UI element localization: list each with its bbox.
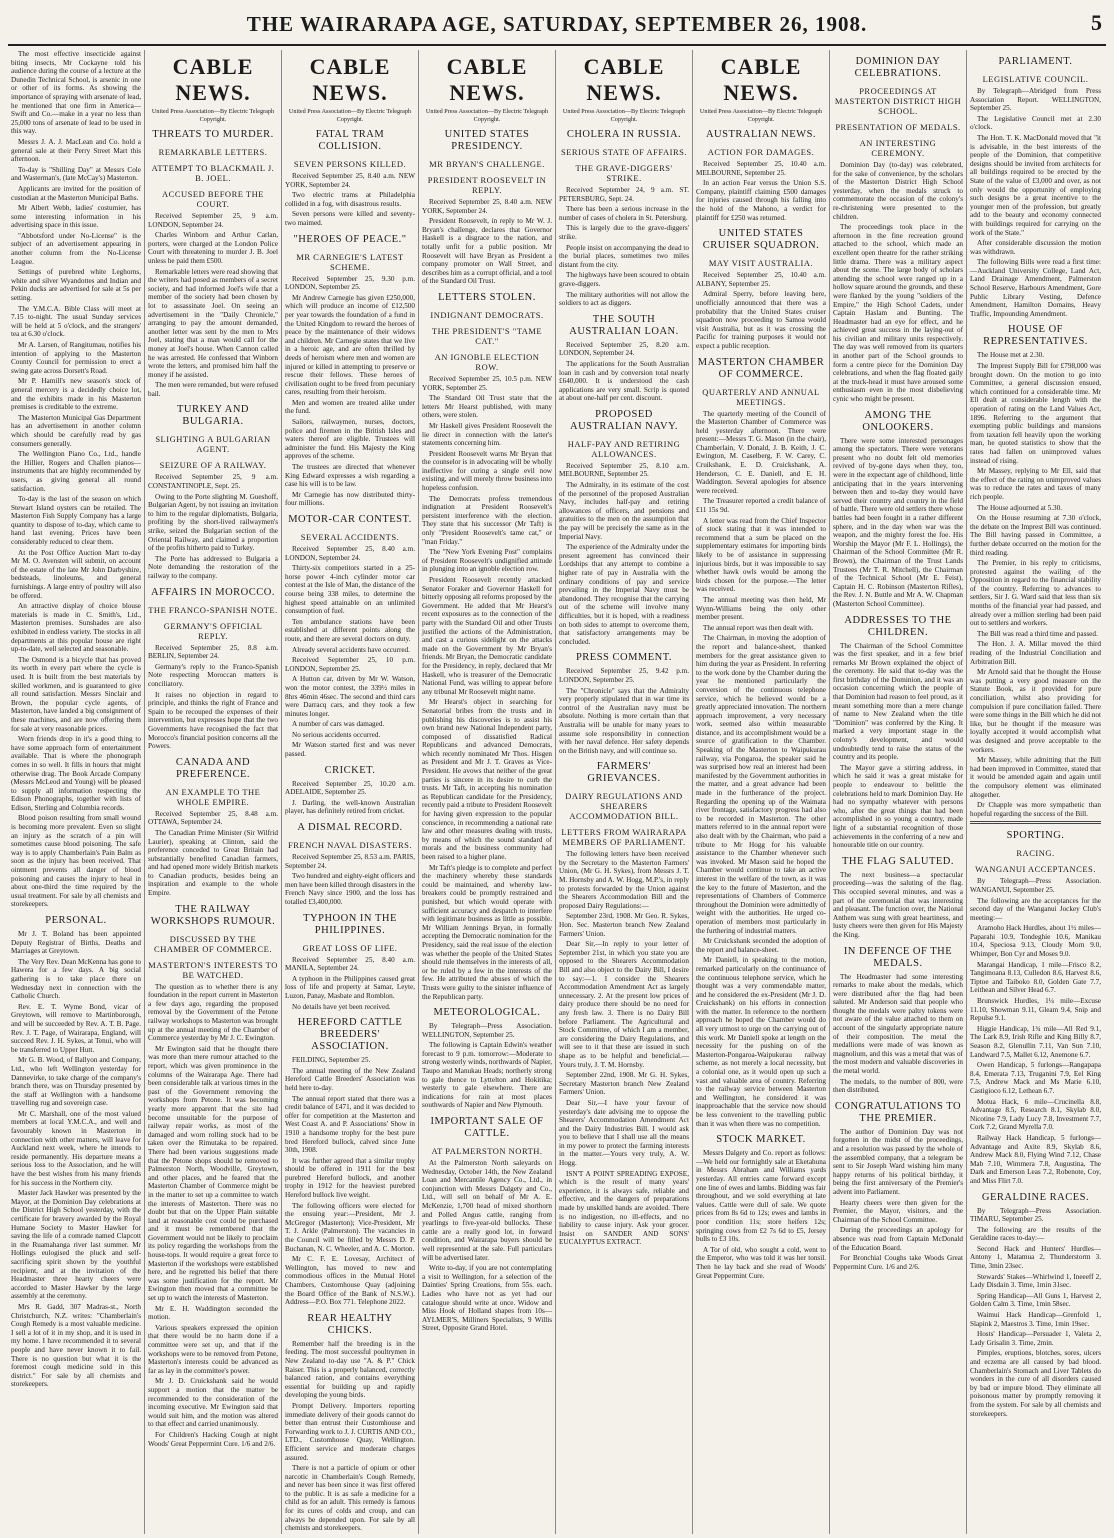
article-headline: STOCK MARKET. — [716, 1134, 806, 1146]
article-subheadline: MASTERTON'S INTERESTS TO BE WATCHED. — [148, 959, 278, 980]
article-paragraph: The most effective insecticide against biting insects, Mr Cockayne told his audience during the course of a lecture at the Dunedin Technical School, is arsenic in one or other of its forms. As showing the importance of spraying with arsenate of lead, he mentioned that one firm in America—Swift and Co.—make in a year no less than 25,000 tons of arsenate of lead to be used in this way. — [11, 50, 141, 136]
copyright-line: United Press Association—By Electric Telegraph Copyright. — [288, 108, 412, 123]
article-paragraph: Motua Hack, 6 mile—Crucinella 8.8, Advantage 8.5, Research 8.1, Skylab 8.0, Nicotine 7.9, Lady Lucy 7.8, Investment 7.7, Cork 7.2, Grand Myrella 7.0. — [970, 1097, 1101, 1132]
article-paragraph: A Tor of old, who sought a cold, went to the Emperor, who was told it was her tonsil. Then he lay back and she read of Woods' Great Peppermint Cure. — [696, 1245, 826, 1280]
article-paragraph: Received September 25, 8.40 a.m. MANILA, September 24. — [285, 955, 415, 973]
article-paragraph: Owing to the Porte slighting M. Gueshoff, Bulgarian Agent, by not issuing an invitation to him to the regular diplomatists, Bulgaria, profiting by the short-lived railwaymen's strike, seized the Bulgarian section of the Oriental Railway, and claimed a proportion of the profits hitherto paid to Turkey. — [148, 492, 278, 553]
columns — [8, 50, 1106, 1534]
article-paragraph: The Chairman of the School Committee was the first speaker, and in a few brief remarks Mr Brown explained the object of the ceremony. He said that to-day was the first birthday of the Dominion, and it was an occasion concerning which the people of that Dominion had reason to feel proud, as it meant something more than a mere change of name to New Zealand when the title "Dominion" was conferred by the King. It marked a very important stage in the colony's development, and would undoubtedly tend to raise the status of the country and its people. — [833, 641, 963, 762]
article-paragraph: ISN'T A POINT SPREADING EXPOSE, which is the result of many years' experience, it is always safe, reliable and effective, and the dangers of preparations made by unskilled hands are avoided. There is no indigestion, no ill-effects, and no liability to cause injury. Ask your grocer. Insist on SANDER AND SONS' EUCALYPTUS EXTRACT. — [559, 1169, 689, 1247]
article-headline: UNITED STATES PRESIDENCY. — [444, 129, 530, 152]
article-headline: UNITED STATES CRUISER SQUADRON. — [702, 228, 820, 252]
article-headline: MASTERTON CHAMBER OF COMMERCE. — [697, 356, 825, 380]
article-paragraph: Spring Handicap—All Guns 1, Harvest 2, Golden Calm 3. Time, 1min 58sec. — [970, 1291, 1101, 1309]
article-paragraph: Mr Daniell, in speaking to the motion, remarked particularly on the continuance of the continuous telephone service, which he thought was a very commendable matter, and he considered the ex-President (Mr J. D. Cruickshank) on his efforts in connection with the matter. In reference to the northern approach he hoped the Chamber would do all very utmost to urge on the carrying out of this work. Mr Daniell spoke at length on the necessity for the pushing on of the Masterton-Pongaroa-Waipukurau railway scheme, as not merely a local necessity, but a colonial one, as it would open up such a vast and valuable area of country. Referring to the railway service between Masterton and Wellington, he considered it was inapproachable that the service now should be less convenient to the travelling public than it was when there was no competition. — [696, 956, 826, 1128]
article-paragraph: The following letters have been received by the Secretary to the Masterton Farmers' Union, (Mr G. H. Sykes), from Messrs J. T. M. Hornsby and A. W. Hogg, M.P.'s, in reply to protests forwarded by the Union against the Shearers Accommodation Bill and the proposed Dairy Regulations:— — [559, 850, 689, 910]
article-paragraph: Mr Cruickshank seconded the adoption of the report and balance-sheet. — [696, 937, 826, 954]
page-number: 5 — [1091, 10, 1102, 35]
article-paragraph: Mr Carnegie has now distributed thirty-four millions. — [285, 490, 415, 508]
article-paragraph: Blood poison resulting from small wound is becoming more prevalent. Even so slight an injury as the scratch of a pin will sometimes cause blood poisoning. The safe way is to apply Chamberlain's Pain Balm as soon as the injury has been received. That ointment prevents all danger of blood poisoning and causes the injury to heal in about one-third the time required by the usual treatment. For sale by all chemists and storekeepers. — [11, 814, 141, 909]
article-paragraph: The Admiralty, in its estimate of the cost of the personnel of the proposed Australian Navy, includes half-pay and retiring allowances of officers, and pensions and gratuities to the men on the assumption that the pay will be precisely the same as in the Imperial Navy. — [559, 481, 689, 541]
article-subheadline: MR BRYAN'S CHALLENGE. — [429, 159, 545, 169]
article-paragraph: Mr Massey, replying to Mr Ell, said that the effect of the rating on unimproved values was to reduce the rates and taxes of many rich people. — [970, 467, 1101, 501]
article-paragraph: For Children's Hacking Cough at night Woods' Great Peppermint Cure. 1/6 and 2/6. — [148, 1430, 278, 1448]
article-headline: THE SOUTH AUSTRALIAN LOAN. — [569, 313, 679, 337]
article-paragraph: The following are the results of the Geraldine races to-day:— — [970, 1225, 1101, 1243]
article-paragraph: Received September 25, 9 a.m. LONDON, September 24. — [148, 212, 278, 229]
article-paragraph: President Roosevelt recently attacked Senator Foraker and Governor Haskell for bitterly opposing all reforms proposed by the Government. He added that Mr Hearst's recent exposures as to the connection of the party with the Standard Oil and other Trusts justified the actions of the Administration, and cast a curious sidelight on the attacks made on the Government by Mr Bryan's friends. Mr Bryan, the Democratic candidate for the Presidency, in reply, declared that Mr Haskell, who is treasurer of the Democratic National Fund, was willing to appear before any tribunal Mr Roosevelt might name. — [422, 576, 552, 696]
section-masthead: CABLE NEWS. — [583, 54, 665, 105]
article-paragraph: The next business—a spectacular proceeding—was the saluting of the flag. This occupied several minutes, and was a part of the ceremonial that was interesting and pleasant. The function over, the National Anthem was sung with great heartiness, and lusty cheers were then given for His Majesty the King. — [833, 870, 963, 939]
article-paragraph: Received September 24, 9 a.m. ST. PETERSBURG, Sept. 24. — [559, 186, 689, 203]
article-paragraph: Men and women are treated alike under the fund. — [285, 398, 415, 416]
copyright-line: United Press Association—By Electric Telegraph Copyright. — [562, 108, 686, 123]
article-paragraph: To-day is the last of the season on which Stewart Island oysters can be retailed. The Masterton Fish Supply Company has a large quantity to dispose of to-day, which came to hand last evening. Prices have been considerably reduced to clear them. — [11, 495, 141, 547]
article-paragraph: Mr Albert Webb, ladies' costumier, has some interesting information in his advertising space in this issue. — [11, 204, 141, 230]
article-subheadline: AN IGNOBLE ELECTION ROW. — [434, 351, 540, 372]
article-paragraph: Received September 25, 8.40 a.m. NEW YORK, September 24. — [285, 172, 415, 189]
article-paragraph: Waimui Hack Handicap—Grenfold 1, Slapink 2, Maestros 3. Time, 1min 19sec. — [970, 1311, 1101, 1328]
article-headline: TYPHOON IN THE PHILIPPINES. — [303, 912, 397, 936]
article-paragraph: Germany's reply to the Franco-Spanish Note respecting Moroccan matters is conciliatory. — [148, 662, 278, 688]
article-paragraph: The Canadian Prime Minister (Sir Wilfrid Laurier), speaking at Clinton, said the preference conceded to Great Britain had substantially benefited Canadian farmers, and had opened more widely British markets to Canadian products, besides being an inspiration and example to the whole Empire. — [148, 828, 278, 898]
article-paragraph: Received September 25, 8.48 a.m. OTTAWA, September 24. — [148, 809, 278, 827]
article-paragraph: President Roosevelt, in reply to Mr W. J. Bryan's challenge, declares that Governor Haskell is a disgrace to the nation, and totally unfit for a public position. Mr Roosevelt will have Bryan as President a company promoter on Wall Street, and describes him as a corrupt official, and a tool of the Standard Oil Trust. — [422, 217, 552, 286]
article-paragraph: Received September 25, 9.30 p.m. LONDON, September 25. — [285, 274, 415, 292]
article-paragraph: There is not a particle of opium or other narcotic in Chamberlain's Cough Remedy, and never has been since it was first offered to the public. It is as safe a medicine for a child as for an adult. This remedy is famous for its cures of colds and croup, and can always be depended upon. For sale by all chemists and storekeepers. — [285, 1464, 415, 1533]
article-subheadline: MAY VISIT AUSTRALIA. — [708, 258, 814, 269]
section-masthead: CABLE NEWS. — [720, 54, 802, 105]
article-paragraph: Received September 25, 10.40 a.m. ALBANY, September 25. — [696, 271, 826, 288]
article-subheadline: RACING. — [1016, 848, 1055, 859]
article-paragraph: The Imprest Supply Bill for £798,000 was brought down. On the motion to go into Committee, a general discussion ensued, which continued for a considerable time. Mr Ell dealt at considerable length with the operation of rating on the Land Values Act, 1896. Referring to the argument that exempting public buildings and mansions from taxation fell heavily upon the working man, he quoted statistics to show that the rates had fallen on unimproved values instead of rising. — [970, 362, 1101, 465]
article-paragraph: Mr Haskell gives President Roosevelt the lie direct in connection with the latter's statements concerning him. — [422, 421, 552, 448]
copyright-line: United Press Association—By Electric Telegraph Copyright. — [151, 108, 275, 123]
article-paragraph: Mr Arnold said that he thought the House was putting a very good measure on the Statute Book, as it provided for pure conciliation, whilst also providing for compulsion if pure conciliation failed. There were some things in the Bill which he did not like, but he thought if the measure was loyally accepted it would accomplish what was designed and prove acceptable to the workers. — [970, 668, 1101, 754]
article-paragraph: Seven persons were killed and seventy-two maimed. — [285, 210, 415, 227]
column — [145, 50, 282, 1534]
article-subheadline: FRENCH NAVAL DISASTERS. — [288, 840, 412, 851]
section-masthead: CABLE NEWS. — [172, 54, 254, 105]
article-headline: THREATS TO MURDER. — [152, 129, 274, 140]
article-paragraph: Mr Hearst's object in searching for Senatorial bribes from the trusts and in publishing his discoveries is to assist his own brand new National Independent party, composed of dissatisfied Radical Republicans and advanced Democrats, which recently nominated Mr Thos. Hisgen as President and Mr J. T. Graves as Vice-President. He avows that neither of the great parties is sincere in its desire to curb the trusts. Mr Taft, in accepting his nomination as Republican candidate for the Presidency, recently paid a tribute to President Roosevelt for having given expression to the popular conscience, in recommending a national rate law and other measures dealing with trusts, by means of which the sound standard of morals and the business community had been raised to a higher plane. — [422, 698, 552, 861]
article-paragraph: For Bronchial Coughs take Woods Great Peppermint Cure. 1/6 and 2/6. — [833, 1254, 963, 1271]
article-paragraph: By Telegraph—Press Association. WANGANUI, September 25. — [970, 877, 1101, 894]
article-paragraph: A typhoon in the Philippines caused great loss of life and property at Samar, Leyte, Luzon, Panay, Masbate and Romblon. — [285, 974, 415, 1000]
article-paragraph: Hearty cheers were then given for the Premier, the Mayor, visitors, and the Chairman of the School Committee. — [833, 1198, 963, 1224]
article-paragraph: The experience of the Admiralty under the present agreement has convinced their Lordships that any attempt to combine a higher rate of pay in Australia with the ordinary conditions of pay and service prevailing in the Imperial Navy must be abandoned. They recognise that the carrying out of the scheme will involve many difficulties, but it is hoped, with a readiness on both sides to attempt to overcome them, that satisfactory arrangements may be concluded. — [559, 543, 689, 646]
article-subheadline: GERMANY'S OFFICIAL REPLY. — [163, 620, 263, 641]
article-subheadline: AT PALMERSTON NORTH. — [431, 1146, 543, 1157]
article-subheadline: AN INTERESTING CEREMONY. — [859, 138, 937, 158]
article-headline: GERALDINE RACES. — [981, 1191, 1090, 1203]
column — [556, 50, 693, 1534]
article-subheadline: AN EXAMPLE TO THE WHOLE EMPIRE. — [165, 786, 261, 807]
article-paragraph: During the proceedings an apology for absence was read from Captain McDonald of the Education Board. — [833, 1226, 963, 1252]
article-subheadline: HALF-PAY AND RETIRING ALLOWANCES. — [567, 438, 681, 459]
article-paragraph: Mr E. H. Waddington seconded the motion. — [148, 1304, 278, 1322]
article-paragraph: The Mayor gave a stirring address, in which he said it was a great mistake for people to endeavour to belittle the celebrations held to mark Dominion Day. He had no sympathy whatever with persons who, after the great things that had been accomplished in so young a country, made light of a substantial recognition of those achievements in the conferring of a new and honourable title on our country. — [833, 763, 963, 850]
article-paragraph: An attractive display of choice blouse materials is made in C. Smith's, Ltd., Masterton premises. Sunshades are also exhibited in endless variety. The stocks in all departments at this popular house are right up-to-date, well selected and seasonable. — [11, 602, 141, 654]
article-paragraph: People insist on accompanying the dead to the burial places, sometimes two miles distant from the city. — [559, 243, 689, 269]
article-paragraph: Dear Sir,—I have your favour of yesterday's date advising me to oppose the Shearers' Accommodation Amendment Act and the Dairy Industries Bill. I would ask you to believe that I shall use all the means in my power to protect the farming interests in the matter.—Yours very truly, A. W. Hogg. — [559, 1098, 689, 1168]
article-headline: AMONG THE ONLOOKERS. — [862, 409, 934, 433]
article-paragraph: The Bill was read a third time and passed. — [977, 629, 1098, 638]
article-paragraph: Mrs R. Gadd, 307 Madras-st., North Christchurch, N.Z. writes: "Chamberlain's Cough Remedy is a most valuable medicine. I sell a lot of it in my shop, and it is used in my home. I have recommended it to several people and have never known it to fail. There is no question but what it is the foremost cough medicine sold in this district." For sale by all chemists and storekeepers. — [11, 1302, 141, 1389]
article-headline: LETTERS STOLEN. — [438, 291, 536, 303]
article-paragraph: The Legislative Council met at 2.30 o'clock. — [970, 114, 1101, 132]
article-paragraph: The following Bills were read a first time:—Auckland University College, Land Act, Land Drainage Amendment, Palmerston School Reserve, Harbours Amendment, Gore Public Library Vesting, Defence Amendment, Hamilton Domains, Heavy Traffic, Impounding Amendment. — [970, 258, 1101, 318]
article-paragraph: The author of Dominion Day was not forgotten in the midst of the proceedings, and a resolution was passed by the whole of the assembled company, that a telegram be sent to Sir Joseph Ward wishing him many happy returns of his political birthday, it being the first anniversary of the Premier's advent into Parliament. — [833, 1127, 963, 1196]
article-subheadline: REMARKABLE LETTERS. — [158, 147, 268, 157]
article-paragraph: Mr Taft's pledge is to complete and perfect the machinery whereby these standards could be maintained, and whereby law-breakers could be promptly restrained and punished, but which would operate with sufficient accuracy and despatch to interfere with legitimate business as little as possible. Mr William Jennings Bryan, in formally accepting the Democratic nomination for the Presidency, said the real issue of the election was whether the people of the United States should rule themselves in the interests of all, or be ruled by a few in the interests of the few. He attributed the abuses of which the Trusts were guilty to the sinister influence of the Republican party. — [422, 863, 553, 1001]
article-headline: REAR HEALTHY CHICKS. — [307, 1312, 393, 1336]
article-subheadline: THE FRANCO-SPANISH NOTE. — [148, 604, 278, 615]
newspaper-title: THE WAIRARAPA AGE, SATURDAY, SEPTEMBER 26, 1908. — [246, 12, 868, 36]
article-paragraph: Messrs J. A. J. MacLean and Co. hold a general sale at their Perry Street Mart this afternoon. — [11, 137, 141, 164]
copyright-line: United Press Association—By Electric Telegraph Copyright. — [425, 108, 549, 123]
article-headline: METEOROLOGICAL. — [433, 1007, 541, 1019]
article-headline: DOMINION DAY CELEBRATIONS. — [854, 56, 942, 79]
article-paragraph: Prompt Delivery. Importers reporting immediate delivery of their goods cannot do better than entrust their Customhouse and Forwarding work to J. J. CURTIS AND CO., LTD., Customhouse Quay, Wellington. Efficient service and moderate charges assured. — [285, 1401, 415, 1462]
article-paragraph: Received September 25, 10.40 a.m. MELBOURNE, September 25. — [696, 160, 826, 177]
article-paragraph: Master Jack Hawker was presented by the Mayor, at the Dominion Day celebrations at the District High School yesterday, with the certificate for bravery awarded by the Royal Humane Society to Master Hawker for saving the life of a comrade named Clapcott in the Ruamahanga river last summer. Mr Hollings eulogised the pluck and self-sacrificing spirit shown by the youthful recipient, and at the invitation of the Headmaster three hearty cheers were accorded to Master Hawker by the large assembly at the ceremony. — [11, 1189, 141, 1301]
article-headline: HEREFORD CATTLE BREEDERS' ASSOCIATION. — [297, 1017, 403, 1053]
article-paragraph: "Abbotsford under No-License" is the subject of an advertisement appearing in another column from the No-License League. — [11, 231, 141, 266]
article-subheadline: SERIOUS STATE OF AFFAIRS. — [561, 147, 687, 157]
article-paragraph: Received September 25, 8.10 a.m. MELBOURNE, September 25. — [559, 461, 689, 479]
article-paragraph: The applications for the South Australian loan in cash and by conversion total nearly £640,000. It is understood the cash applications are very small. Scrip is quoted at about one-half per cent. discount. — [559, 359, 689, 403]
article-paragraph: The trustees are directed that whenever King Edward expresses a wish regarding a case his will is to be law. — [285, 463, 415, 489]
article-paragraph: Received September 25, 9 a.m. CONSTANTINOPLE, Sept. 25. — [148, 473, 278, 491]
article-paragraph: The medals, to the number of 800, were then distributed. — [833, 1077, 963, 1095]
article-paragraph: Received September 25, 10.5 p.m. NEW YORK, September 25. — [422, 374, 552, 392]
article-headline: CRICKET. — [324, 764, 376, 776]
section-masthead: CABLE NEWS. — [446, 54, 528, 105]
article-paragraph: Dr Chapple was more sympathetic than hopeful regarding the success of the Bill. — [970, 801, 1101, 818]
column — [8, 50, 145, 1534]
article-subheadline: ATTEMPT TO BLACKMAIL J. B. JOEL. — [151, 163, 275, 183]
article-headline: FARMERS' GRIEVANCES. — [587, 761, 661, 785]
section-divider — [970, 821, 1101, 824]
article-paragraph: The Premier, in his reply to criticisms, protested against the wailing of the Opposition in regard to the financial stability of the country. Referring to advances to settlers, Sir J. G. Ward said that less than six months of the financial year had passed, and already over a million sterling had been paid out to settlers and workers. — [970, 559, 1101, 628]
section-masthead: CABLE NEWS. — [309, 54, 391, 105]
article-paragraph: The Democrats profess tremendous indignation at President Roosevelt's persistent interference with the election. They state that his successor (Mr Taft) is only "President Roosevelt's tame cat," or "man Friday." — [422, 494, 552, 546]
article-paragraph: The Standard Oil Trust state that the letters Mr Hearst published, with many others, were stolen. — [422, 394, 552, 420]
article-paragraph: In an action Fear versus the Union S.S. Company, plaintiff claiming £500 damages for injuries caused through his falling into the hold of the Mahono, a verdict for plaintiff for £250 was returned. — [696, 179, 826, 222]
article-paragraph: Write to-day, if you are not contemplating a visit to Wellington, for a selection of the Dainties' Spring Creations, from 55s. each. Ladies who have not as yet had our catalogue should write at once. Widow and Miss Hook of Holland shapes from 10s—AYLMER'S, Milliners Specialists, 9 Willis Street, Opposite Grand Hotel. — [422, 1264, 552, 1333]
article-paragraph: To-day is "Shilling Day" at Messrs Cole and Wasterman's, (late McCay's) Masterton. — [11, 165, 141, 183]
article-paragraph: Mr Watson started first and was never passed. — [285, 741, 415, 759]
article-headline: PROPOSED AUSTRALIAN NAVY. — [570, 408, 678, 432]
article-paragraph: The highways have been scoured to obtain grave-diggers. — [559, 271, 689, 288]
masthead — [8, 6, 1106, 46]
article-headline: PRESS COMMENT. — [575, 652, 673, 664]
article-headline: AUSTRALIAN NEWS. — [705, 129, 817, 140]
article-headline: SPORTING. — [1006, 830, 1065, 842]
article-paragraph: Second Hack and Hunters' Hurdles—Antony 1, Matamua 2, Thunderstorm 3. Time, 3min 23sec. — [970, 1244, 1101, 1271]
article-headline: AFFAIRS IN MOROCCO. — [151, 586, 275, 598]
article-subheadline: DISCUSSED BY THE CHAMBER OF COMMERCE. — [154, 933, 272, 954]
article-paragraph: After considerable discussion the motion was withdrawn. — [970, 239, 1101, 256]
article-subheadline: INDIGNANT DEMOCRATS. — [430, 309, 544, 320]
article-paragraph: The Treasurer reported a credit balance of £11 15s 9d. — [696, 497, 826, 515]
article-paragraph: A Hutton car, driven by Mr W. Watson, won the motor contest, the 339½ miles in 8hrs 46min 46sec. The second and third cars were Darracq cars, and they took a few minutes longer. — [285, 675, 415, 718]
article-headline: FATAL TRAM COLLISION. — [315, 129, 385, 152]
article-subheadline: SLIGHTING A BULGARIAN AGENT. — [155, 434, 271, 455]
article-paragraph: This is largely due to the grave-diggers' strike. — [559, 224, 689, 241]
article-paragraph: The Very Rev. Dean McKenna has gone to Hawera for a few days. A big social gathering is to take place there on Wednesday next in connection with the Catholic Church. — [11, 957, 141, 1001]
article-paragraph: Already several accidents have occurred. — [292, 645, 410, 654]
article-headline: PERSONAL. — [45, 915, 107, 926]
article-paragraph: Admiral Sperry, before leaving here, unofficially announced that there was a probability that the United States cruiser squadron now proceeding to Samoa would visit Australia, but as it was crossing the Pacific for training purposes it would not expect a public reception. — [696, 290, 826, 350]
article-paragraph: Aramoho Hack Hurdles, about 1½ miles—Paparahi 10.9, Tondeghie 10.6, Manikau 10.4, Speciosa 9.13, Cloudy Morn 9.0, Whimper, Bon Cyr and Moses 9.0. — [970, 924, 1101, 959]
article-headline: CONGRATULATIONS TO THE PREMIER. — [834, 1100, 962, 1124]
article-paragraph: Mr P. Hamill's new season's stock of general mercery is a decidedly choice lot, and the exhibits made in his Masterton premises is creditable to the extreme. — [11, 377, 141, 412]
article-paragraph: By Telegraph—Press Association. TIMARU, September 25. — [970, 1206, 1101, 1224]
article-paragraph: Worn friends drop in it's a good thing to have some approach form of entertainment available. That is where the phonograph comes in so well. It fills in hours that might otherwise drag. The Book Arcade Company (Messrs McLeod and Young) will be pleased to supply all information respecting the Edison Phonographs, together with lists of Edison, Sterling and Columbia records. — [11, 735, 141, 812]
article-headline: A DISMAL RECORD. — [297, 822, 403, 834]
article-paragraph: Pimples, eruptions, blotches, sores, ulcers and eczema are all caused by bad blood. Chamberlain's Stomach and Liver Tablets do wonders in the cure of all disorders caused by bad or impure blood. They eliminate all poisonous matter by promptly removing it from the system. For sale by all chemists and storekeepers. — [970, 1349, 1101, 1418]
article-paragraph: Mr G. B. Wood, of Ballyon and Company, Ltd., who left Wellington yesterday for Dannevirke, to take charge of the company's branch there, was on Thursday presented by the staff at Wellington with a handsome travelling rug and sovereign case. — [11, 1056, 141, 1108]
article-subheadline: LEGISLATIVE COUNCIL. — [982, 74, 1089, 84]
article-paragraph: It raises no objection in regard to principle, and thinks the right of France and Spain to be recouped the expenses of their intervention, but expresses hope that the two Governments have recognised the fact that Morocco's financial position concerns all the Powers. — [148, 690, 278, 751]
article-paragraph: Received September 25, 8.40 a.m. LONDON, September 24. — [285, 545, 415, 562]
article-subheadline: THE PRESIDENT'S "TAME CAT." — [431, 325, 543, 346]
article-paragraph: Railway Hack Handicap, 5 furlongs—Advantage and Axite 8.9, Skylab 8.6, Andrew Mack 8.0, Flying Wind 7.12, Chase Mab 7.10, Wimmera 7.8, Augustina, The Dark and Emerson Leas 7.2, Robenote, Coy, and Miss Flirt 7.0. — [970, 1133, 1101, 1185]
article-paragraph: Remarkable letters were read showing that the writers had posed as members of a secret society, and had informed Joel's wife that a member of the society had been chosen by lot to assassinate Joel. On seeing an advertisement in the "Daily Chronicle," arranging to pay the amount demanded, another letter was sent by the men to Mrs Joel, stating that a man would call for the money at Joel's house. When Cannon called he was arrested. He confessed that Winborn wrote the letters, and promised him half the money if he assisted. — [148, 267, 278, 379]
article-headline: CHOLERA IN RUSSIA. — [566, 129, 682, 140]
article-paragraph: Mr C. F. E. Lovesay, Architect of Wellington, has moved to new and commodious offices in the Mutual Hotel Chambers, Customhouse Quay (adjoining the Board Office of the Bank of N.S.W.). Address—P.O. Box 771. Telephone 2022. — [285, 1255, 415, 1307]
copyright-line: United Press Association—By Electric Telegraph Copyright. — [699, 108, 823, 123]
article-paragraph: Received September 25, 8.40 a.m. NEW YORK, September 24. — [422, 198, 552, 215]
article-paragraph: September 23rd, 1908. Mr Geo. R. Sykes, Hon. Sec. Masterton branch New Zealand Farmers' Union. — [559, 912, 689, 938]
article-subheadline: PROCEEDINGS AT MASTERTON DISTRICT HIGH SCHOOL. — [834, 86, 962, 116]
article-headline: THE RAILWAY WORKSHOPS RUMOUR. — [150, 903, 276, 927]
article-paragraph: Various speakers expressed the opinion that there would be no harm done if a committee were set up, and that if the workshops were to be removed from Petone, Masterton's interests could be advanced as far as lay in the committee's power. — [148, 1323, 278, 1375]
article-subheadline: GREAT LOSS OF LIFE. — [302, 942, 398, 953]
article-subheadline: LETTERS FROM WAIRARAPA MEMBERS OF PARLIAMENT. — [561, 827, 687, 848]
article-paragraph: Mr C. Marshall, one of the most valued members at local Y.M.C.A., and well and favourably known in Masterton in connection with other matters, will leave for Auckland next week, where he intends to reside permanently. His departure means a serious loss to the Association, and he will have the best wishes from his many friends for his success in the Northern city. — [11, 1109, 141, 1187]
article-paragraph: Sailors, railwaymen, nurses, doctors, police and firemen in the British Isles and waters thereof are eligible. Trustees will administer the fund. His Majesty the King approves of the scheme. — [285, 418, 415, 461]
article-paragraph: Charles Winborn and Arthur Carlan, porters, were charged at the London Police Court with threatening to murder J. B. Joel unless he paid them £500. — [148, 231, 278, 265]
article-headline: ADDRESSES TO THE CHILDREN. — [844, 614, 952, 638]
article-paragraph: The annual report was then dealt with. — [703, 623, 814, 632]
article-headline: TURKEY AND BULGARIA. — [177, 404, 249, 428]
article-headline: IN DEFENCE OF THE MEDALS. — [843, 945, 953, 969]
article-paragraph: Two hundred and eighty-eight officers and men have been killed through disasters in the French Navy since 1900, and the loss has totalled £3,400,000. — [285, 872, 415, 906]
article-headline: MOTOR-CAR CONTEST. — [288, 514, 412, 525]
article-headline: IMPORTANT SALE OF CATTLE. — [430, 1116, 544, 1140]
article-paragraph: No serious accidents occurred. — [292, 730, 381, 739]
article-headline: THE FLAG SALUTED. — [841, 855, 955, 867]
article-paragraph: On the House resuming at 7.30 o'clock, the debate on the Imprest Bill was continued. The Bill having passed in Committee, a further debate occurred on the motion for the third reading. — [970, 514, 1101, 557]
article-paragraph: Mr J. D. Cruickshank said he would support a motion that the matter be recommended to the consideration of the incoming executive. Mr Ewington said that would suit him, and the motion was altered to that effect and carried unanimously. — [148, 1377, 278, 1429]
article-paragraph: The Headmaster had some interesting remarks to make about the medals, which were distributed after the flag had been saluted. Mr Anderson said that people who thought the medals were paltry tokens were not aware of the value attached to them on account of the singularly appropriate nature of their composition. The metal the medallions were made of was known as magnolium, and this was a metal that was of the most modern and valuable discoveries in the metal world. — [833, 972, 963, 1076]
article-paragraph: The "Chronicle" says that the Admiralty very properly stipulated that in war time its control of the Australian navy must be absolute. Nothing is more certain than that Australia will be unable for many years to assume sole responsibility in connection with her naval defence. Her safety depends on the British navy, and will continue so. — [559, 686, 689, 755]
article-subheadline: ACCUSED BEFORE THE COURT. — [162, 189, 264, 209]
article-paragraph: Marangai Handicap, 1 mile—Frisco 8.2, Tangimoana 8.13, Culledon 8.6, Harvest 8.6, Tiptoe and Taiboko 8.0, Golden Gate 7.7, Leithean and Silver Head 6.7. — [970, 960, 1101, 995]
article-paragraph: A letter was read from the Chief Inspector of stock stating that it was intended to recommend that a sum be placed on the supplementary estimates for importing birds likely to be of assistance in suppressing injurious birds, but it was impossible to say whether hawk owls would be among the birds chosen for the purpose.—The letter was received. — [696, 516, 826, 594]
article-subheadline: SEVERAL ACCIDENTS. — [300, 532, 400, 542]
article-paragraph: By Telegraph—Press Association. WELLINGTON, September 25. — [422, 1022, 552, 1039]
article-paragraph: Mr Massey, while admitting that the Bill had been improved in Committee, stated that it would be amended again and again until the compulsory element was eliminated altogether. — [970, 756, 1101, 799]
article-paragraph: The Wellington Piano Co., Ltd., handle the Hillier, Rogers and Challen pianos—instruments that are highly recommended by users, as giving general all round satisfaction. — [11, 450, 141, 493]
article-paragraph: The Chairman, in moving the adoption of the report and balance-sheet, thanked members for the great assistance given to him during the year as President. In referring to the work done by the Chamber during the year he mentioned particularly the conversion of the continuous telephone service, which he believed would be a greatly appreciated innovation. The northern approach improvement, a very necessary work, seemed also within measurable distance, and its accomplishment would be a source of gratification to the Chamber. Speaking of the Masterton to Waipukurau railway, via Pongaroa, the speaker said he was surprised how real an interest had been manifested by the Government authorities in the matter, and a great advance had been made in the furtherance of the project. Regarding the opening up of the Waimata river frontage, satisfactory progress had also to be recorded in Masterton. The other matters referred to in the annual report were also dealt with by the Chairman, who paid a tribute to Mr Hogg for his valuable assistance to the Chamber whenever such was invoked. Mr Mason said he hoped the Chamber would continue to take an active interest in the welfare of the town, as it was the key to the future of Masterton, and the representations of Chambers of Commerce throughout the Dominion were admittedly of weight with the authorities. He urged co-operation of members most particularly in the furthering of industrial matters. — [696, 634, 826, 935]
article-paragraph: Received September 25, 8.53 a.m. PARIS, September 24. — [285, 853, 415, 870]
article-paragraph: Hosts' Handicap—Persuader 1, Valeta 2, Lady Grisalin 3. Time, 2min. — [970, 1330, 1101, 1347]
article-paragraph: The House adjourned at 5.30. — [977, 503, 1063, 512]
article-paragraph: Mr Ewington said that he thought there was more than mere rumour attached to the report, which was given prominence in the columns of the Wairarapa Age. There had been considerable talk at various times in the past of the Government removing the workshops from Petone. It was becoming yearly more apparent that the site had become unsuitable for the purpose of railway repair works, as most of the damaged and worn rolling stock had to be taken over the Rimutaka to be repaired. There had been various suggestions made that the Petone shops should be removed to Palmerston North, Woodville, Greytown, and other places, and he feared that the Masterton Chamber of Commerce might be in the matter to set up a committee to watch the interests of Masterton. There was no doubt but that on the Upper Plain suitable land at reasonable cost could be purchased and it must be remembered that the Government would not be likely to proclaim its policy regarding the workshops from the house-tops. It would require a great force to Masterton if the workshops were established here, and he regretted his belief that there was some justification for the report. Mr Ewington then moved that a committee be set up to watch the interests of Masterton. — [148, 1044, 278, 1303]
article-paragraph: There were some interested personages among the spectators. There were veterans present who no doubt felt old memories revived of by-gone days when they, too, were in the expectant age of childhood, little anticipating that in the years intervening between then and to-day they would have served their country and country in the field of battle. There were old settlers there whose battles had been fought in a rather different sphere, and in the day when war was the weapon, and the mighty forest the foe. His Worship the Mayor (Mr F. L. Hollings), the Chairman of the School Committee (Mr R. Brown), the Chairman of the Trust Lands Trustees (Mr T. R. Mitchell), the Chairman of the Technical School (Mr E. Feist), Captain H. C. Robinson (Masterton Rifles), the Rev. J. N. Buttle and Mr A. W. Chapman (Masterton School Committee). — [833, 436, 963, 608]
article-paragraph: Stewards' Stakes—Whirlwind 1, Ineeeff 2, Lady Disdain 3. Time, 1min 31sec. — [970, 1272, 1101, 1290]
article-paragraph: FEILDING, September 25. — [292, 1056, 371, 1065]
article-paragraph: The annual report stated that there was a credit balance of £471, and it was decided to offer for competition at the Masterton and West Coast A. and P. Associations' Show in 1910 a handsome trophy for the best pure bred Hereford bullock, calved since June 30th, 1908. — [285, 1094, 415, 1155]
article-paragraph: Two electric trams at Philadelphia collided in a fog, with disastrous results. — [285, 191, 415, 208]
article-paragraph: The following officers were elected for the ensuing year:—President, Mr J. McGregor (Masterton); Vice-President, Mr T. J. Arkle (Palmerston). The vacancies in the Council will be filled by Messrs D. P. Buchanan, N. C. Wheeler, and A. C. Morton. — [285, 1201, 415, 1253]
article-subheadline: SEVEN PERSONS KILLED. — [293, 159, 407, 169]
article-paragraph: Received September 25, 9.42 p.m. LONDON, September 25. — [559, 667, 689, 684]
article-paragraph: Dear Sir,—In reply to your letter of September 21st, in which you state you are opposed to the Shearers Accommodation Bill and also object to the Dairy Bill, I desire to say:—1. I consider the Shearers Accommodation Amendment Act as largely unnecessary. 2. At the present low prices of dairy produce there should be no need for any fresh law. 3. There is no Dairy Bill before Parliament. The Agricultural and Stock Committee, of which I am a member, are considering the Dairy Regulations, and will see to it that these are issued in such shape as to be helpful and beneficial.—Yours truly, J. T. M. Hornsby. — [559, 940, 689, 1069]
article-paragraph: Ten ambulance stations have been established at different points along the route, and there are several doctors on duty. — [285, 617, 415, 643]
article-paragraph: Settings of purebred white Leghorns, white and silver Wyandottes and Indian and Pekin ducks are advertised for sale at 5s per setting. — [11, 268, 141, 303]
article-paragraph: The military authorities will not allow the soldiers to act as diggers. — [559, 290, 689, 308]
article-paragraph: There has been a serious increase in the number of cases of cholera in St. Petersburg. — [559, 205, 689, 222]
article-paragraph: Rev. E. T. Wyme Bond, vicar of Greytown, will remove to Martinborough, and will be succeeded by Rev. A. T. B. Page. Rev. J. T. Page, of Wairarapa, England, will succeed Rev. J. H. Sykes, at Tenui, who will be transferred to Upper Hutt. — [11, 1002, 141, 1054]
article-subheadline: QUARTERLY AND ANNUAL MEETINGS. — [702, 386, 820, 407]
article-paragraph: September 22nd, 1908. Mr G. H. Sykes, Secretary Masterton branch New Zealand Farmers' Union. — [559, 1071, 689, 1097]
article-paragraph: J. Darling, the well-known Australian player, has definitely retired from cricket. — [285, 798, 415, 816]
article-paragraph: Brunswick Hurdles, 1¼ mile—Excuse 11.10, Showman 9.11, Gleam 9.4, Snip and Repulse 9.1. — [970, 997, 1101, 1023]
article-paragraph: Received September 25, 8.20 a.m. LONDON, September 24. — [559, 340, 689, 358]
article-paragraph: The question as to whether there is any foundation in the report current in Masterton a few days ago, regarding the proposed removal by the Government of the Petone railway workshops to Masterton was brought up at the annual meeting of the Chamber of Commerce yesterday by Mr J. C. Ewington. — [148, 982, 278, 1043]
article-paragraph: A number of cars was damaged. — [292, 720, 385, 729]
article-paragraph: At the Post Office Auction Mart to-day Mr M. O. Avensten will submit, on account of the estate of the late Mr John Darbyshire, bedsteads, linoleums, and general furnishings. A large entry of poultry will also be offered. — [11, 548, 141, 600]
article-subheadline: PRESIDENT ROOSEVELT IN REPLY. — [427, 175, 547, 195]
article-paragraph: At the Palmerston North saleyards on Wednesday, October 14th, the New Zealand Loan and Mercantile Agency Co., Ltd., in conjunction with Messrs Dalgety and Co., Ltd., will sell on behalf of Mr A. E. McKenzie, 1,700 head of mixed shorthorn and Polled Angus cattle, ranging from yearlings to five-year-old bullocks. These cattle are a really good lot, in forward condition, and Wairarapa buyers should be well represented at the sale. Full particulars will be advertised later. — [422, 1159, 552, 1262]
article-paragraph: The annual meeting was then held, Mr Wynn-Williams being the only other member present. — [696, 595, 826, 622]
column — [830, 50, 967, 1534]
article-paragraph: The annual meeting of the New Zealand Hereford Cattle Breeders' Association was held here to-day. — [285, 1066, 415, 1092]
article-paragraph: The proceedings took place in the afternoon in the fine recreation ground attached to the school, which made an excellent open theatre for the rather striking little drama. There was a military aspect about the scene. The large body of scholars attending the school were ranged up in a hollow square around the grounds, and these were flanked by the young "soldiers of the Empire," the High School Cadets, under Captain Haslam and Bunting. The Headmaster had an eye for effect, and he achieved great success in the laying-out of his civilian and military units respectively. The day was well removed from its quarters in another part of the School grounds to form a centre piece for the Dominion Day celebrations, and when the flag floated gaily at the truck-head it must have aroused some enthusiasm even in the most disbelieving cynic who might be present. — [833, 223, 963, 404]
article-paragraph: The Porte has addressed to Bulgaria a Note demanding the restoration of the railway to the company. — [148, 554, 278, 580]
article-paragraph: The Y.M.C.A. Bible Class will meet at 7.15 to-night. The usual Sunday services will be held at 5 o'clock, and the strangers' tea at 6.30 o'clock. — [11, 304, 141, 339]
article-headline: CANADA AND PREFERENCE. — [175, 756, 251, 780]
article-paragraph: Mr Andrew Carnegie has given £250,000, which will produce an income of £12,500 per year towards the foundation of a fund in the United Kingdom to reward the heroes of peace by the maintenance of their widows and children. Mr Carnegie states that we live in a heroic age, and are often thrilled by deeds of heroism where men and women are injured or killed in attempting to preserve or rescue their fellows. These heroes of civilisation ought to be freed from pecuniary cares, resulting from their heroism. — [285, 293, 415, 397]
article-paragraph: Mr A. Larsen, of Rangitumau, notifies his intention of applying to the Masterton County Council for permission to erect a swing gate across Dorsett's Road. — [11, 341, 141, 375]
article-paragraph: President Roosevelt warns Mr Bryan that the counselor is in advocating will be wholly ineffective for curing a single evil now existing, and will merely throw business into hopeless confusion. — [422, 449, 552, 493]
article-paragraph: The Hon. J. A. Millar moved the third reading of the Industrial Conciliation and Arbitration Bill. — [970, 640, 1101, 666]
article-paragraph: The House met at 2.30. — [977, 351, 1045, 360]
article-paragraph: Messrs Dalgety and Co. report as follows:—We held our fortnightly sale at Eketahuna in Messrs Abraham and Williams yards yesterday. All entries came forward except one line of ewes and lambs. Bidding was fair throughout, and we sold everything at late values. Cattle were dull of sale. We quote prices from 8s 6d to 12s; ewes and lambs in poor condition 11s; store heifers 12s; springing cows from £2 7s 6d to £5, Jersey bulls to £3 10s. — [696, 1149, 826, 1244]
article-subheadline: SEIZURE OF A RAILWAY. — [159, 460, 267, 471]
article-paragraph: Received September 25, 8.8 a.m. BERLIN, September 24. — [148, 643, 278, 661]
article-paragraph: Remember half the breeding is in the feeding. The most successful poultrymen in New Zealand to-day use "A. & P." Chick Raiser. This is a properly balanced, correctly balanced ration, and contains everything essential for building up and rapidly developing the young birds. — [285, 1339, 415, 1400]
article-subheadline: DAIRY REGULATIONS AND SHEARERS ACCOMMODATION BILL. — [565, 791, 683, 822]
article-paragraph: By Telegraph—Abridged from Press Association Report. WELLINGTON, September 25. — [970, 87, 1101, 113]
article-subheadline: THE GRAVE-DIGGERS' STRIKE. — [575, 163, 673, 183]
article-paragraph: Received September 25, 10 p.m. LONDON, September 25. — [285, 656, 415, 673]
article-paragraph: Dominion Day (to-day) was celebrated, for the sake of convenience, by the scholars of the Masterton District High School yesterday, when the medals struck to commemorate the occasion of the colony's re-christening were presented to the children. — [833, 161, 963, 221]
column — [282, 50, 419, 1534]
article-paragraph: The men were remanded, but were refused bail. — [148, 381, 278, 398]
article-paragraph: No details have yet been received. — [292, 1002, 391, 1011]
article-paragraph: Thirty-six competitors started in a 25-horse power 4-inch cylinder motor car contest at the Isle of Man, the distance of the course being 338 miles, to determine the highest speed attainable on an unlimited consumption of fuel. — [285, 564, 415, 616]
article-paragraph: The quarterly meeting of the Council of the Masterton Chamber of Commerce was held yesterday afternoon. There were present:—Messrs T. G. Mason (in the chair), Chamberlain, V. Donald, J. B. Keith, J. C. Ewington, M. Caselberg, F. W. Carey, C. Cruikshank, E. D. Cruickshank, A. Henderson, C. E. Daniell, and E. H. Waddington. Several apologies for absence were received. — [696, 409, 826, 495]
article-paragraph: The following are the acceptances for the second day of the Wanganui Jockey Club's meeting:— — [970, 896, 1101, 922]
article-paragraph: The following is Captain Edwin's weather forecast to 9 p.m. tomorrow:—Moderate to strong westerly winds, northwards of Napier, Taupo and Manukau Heads; northerly strong to gale thence to Lyttelton and Hokitika; westerly to gale elsewhere. There are indications for rain at most places southwards of Napier and New Plymouth. — [422, 1041, 552, 1110]
column — [693, 50, 830, 1534]
article-subheadline: WANGANUI ACCEPTANCES. — [975, 864, 1096, 875]
article-headline: PARLIAMENT. — [998, 56, 1073, 67]
article-paragraph: It was further agreed that a similar trophy should be offered in 1911 for the best purebred Hereford bullock, and another trophy in 1912 for the heaviest purebred Hereford bullock live weight. — [285, 1156, 415, 1200]
article-headline: HOUSE OF REPRESENTATIVES. — [983, 324, 1088, 348]
column — [419, 50, 556, 1534]
article-subheadline: PRESENTATION OF MEDALS. — [835, 122, 961, 132]
article-paragraph: The Osmond is a bicycle that has proved its worth in every part where the cycle is used. It is built from the best materials by skilled workmen, and is guaranteed to give all round satisfaction. Messrs Sinclair and Brown, the popular cycle agents, of Masterton, have landed a big consignment of these machines, and are now offering them for sale at very reasonable prices. — [11, 655, 141, 733]
article-paragraph: The Masterton Municipal Gas Department has an advertisement in another column which should be carefully read by gas consumers generally. — [11, 413, 141, 448]
article-paragraph: Applicants are invited for the position of custodian at the Masterton Municipal Baths. — [11, 184, 141, 202]
article-subheadline: ACTION FOR DAMAGES. — [707, 147, 815, 157]
article-paragraph: Received September 25, 10.20 a.m. ADELAIDE, September 25. — [285, 779, 415, 797]
article-paragraph: Mr J. T. Boland has been appointed Deputy Registrar of Births, Deaths and Marriages at Greytown. — [11, 930, 141, 956]
article-subheadline: MR CARNEGIE'S LATEST SCHEME. — [296, 251, 404, 272]
article-paragraph: The "New York Evening Post" complains of President Roosevelt's undignified attitude in plunging into an ignoble election row. — [422, 548, 552, 574]
article-paragraph: Higgie Handicap, 1¾ mile—All Red 9.1, The Lark 8.9, Irish Rifle and King Billy 8.7, Season 8.2, Glenullin 7.11, Van Sun 7.10, Landward 7.5, Mallet 6.12, Anemone 6.7. — [970, 1024, 1101, 1059]
article-headline: "HEROES OF PEACE." — [293, 233, 407, 245]
article-paragraph: Owen Handicap, 5 furlongs—Rangapapa 8.4, Emerata 7.13, Truganini 7.9, Eel King 7.5, Andrew Mack and Ms Marie 6.10, Castigioco 6.12, Lethean 6.7. — [970, 1061, 1101, 1095]
article-paragraph: The Hon. T. K. MacDonald moved that "it is advisable, in the best interests of the people of the Dominion, that competitive designs should be invited from architects for all buildings required to be erected by the State of the value of £3,000 and over, as not only would the opportunity of employing such designs be a great incentive to the younger men of the profession, but greatly add to the beauty and economy connected with buildings required for carrying on the work of the State." — [970, 133, 1101, 237]
column — [967, 50, 1104, 1534]
